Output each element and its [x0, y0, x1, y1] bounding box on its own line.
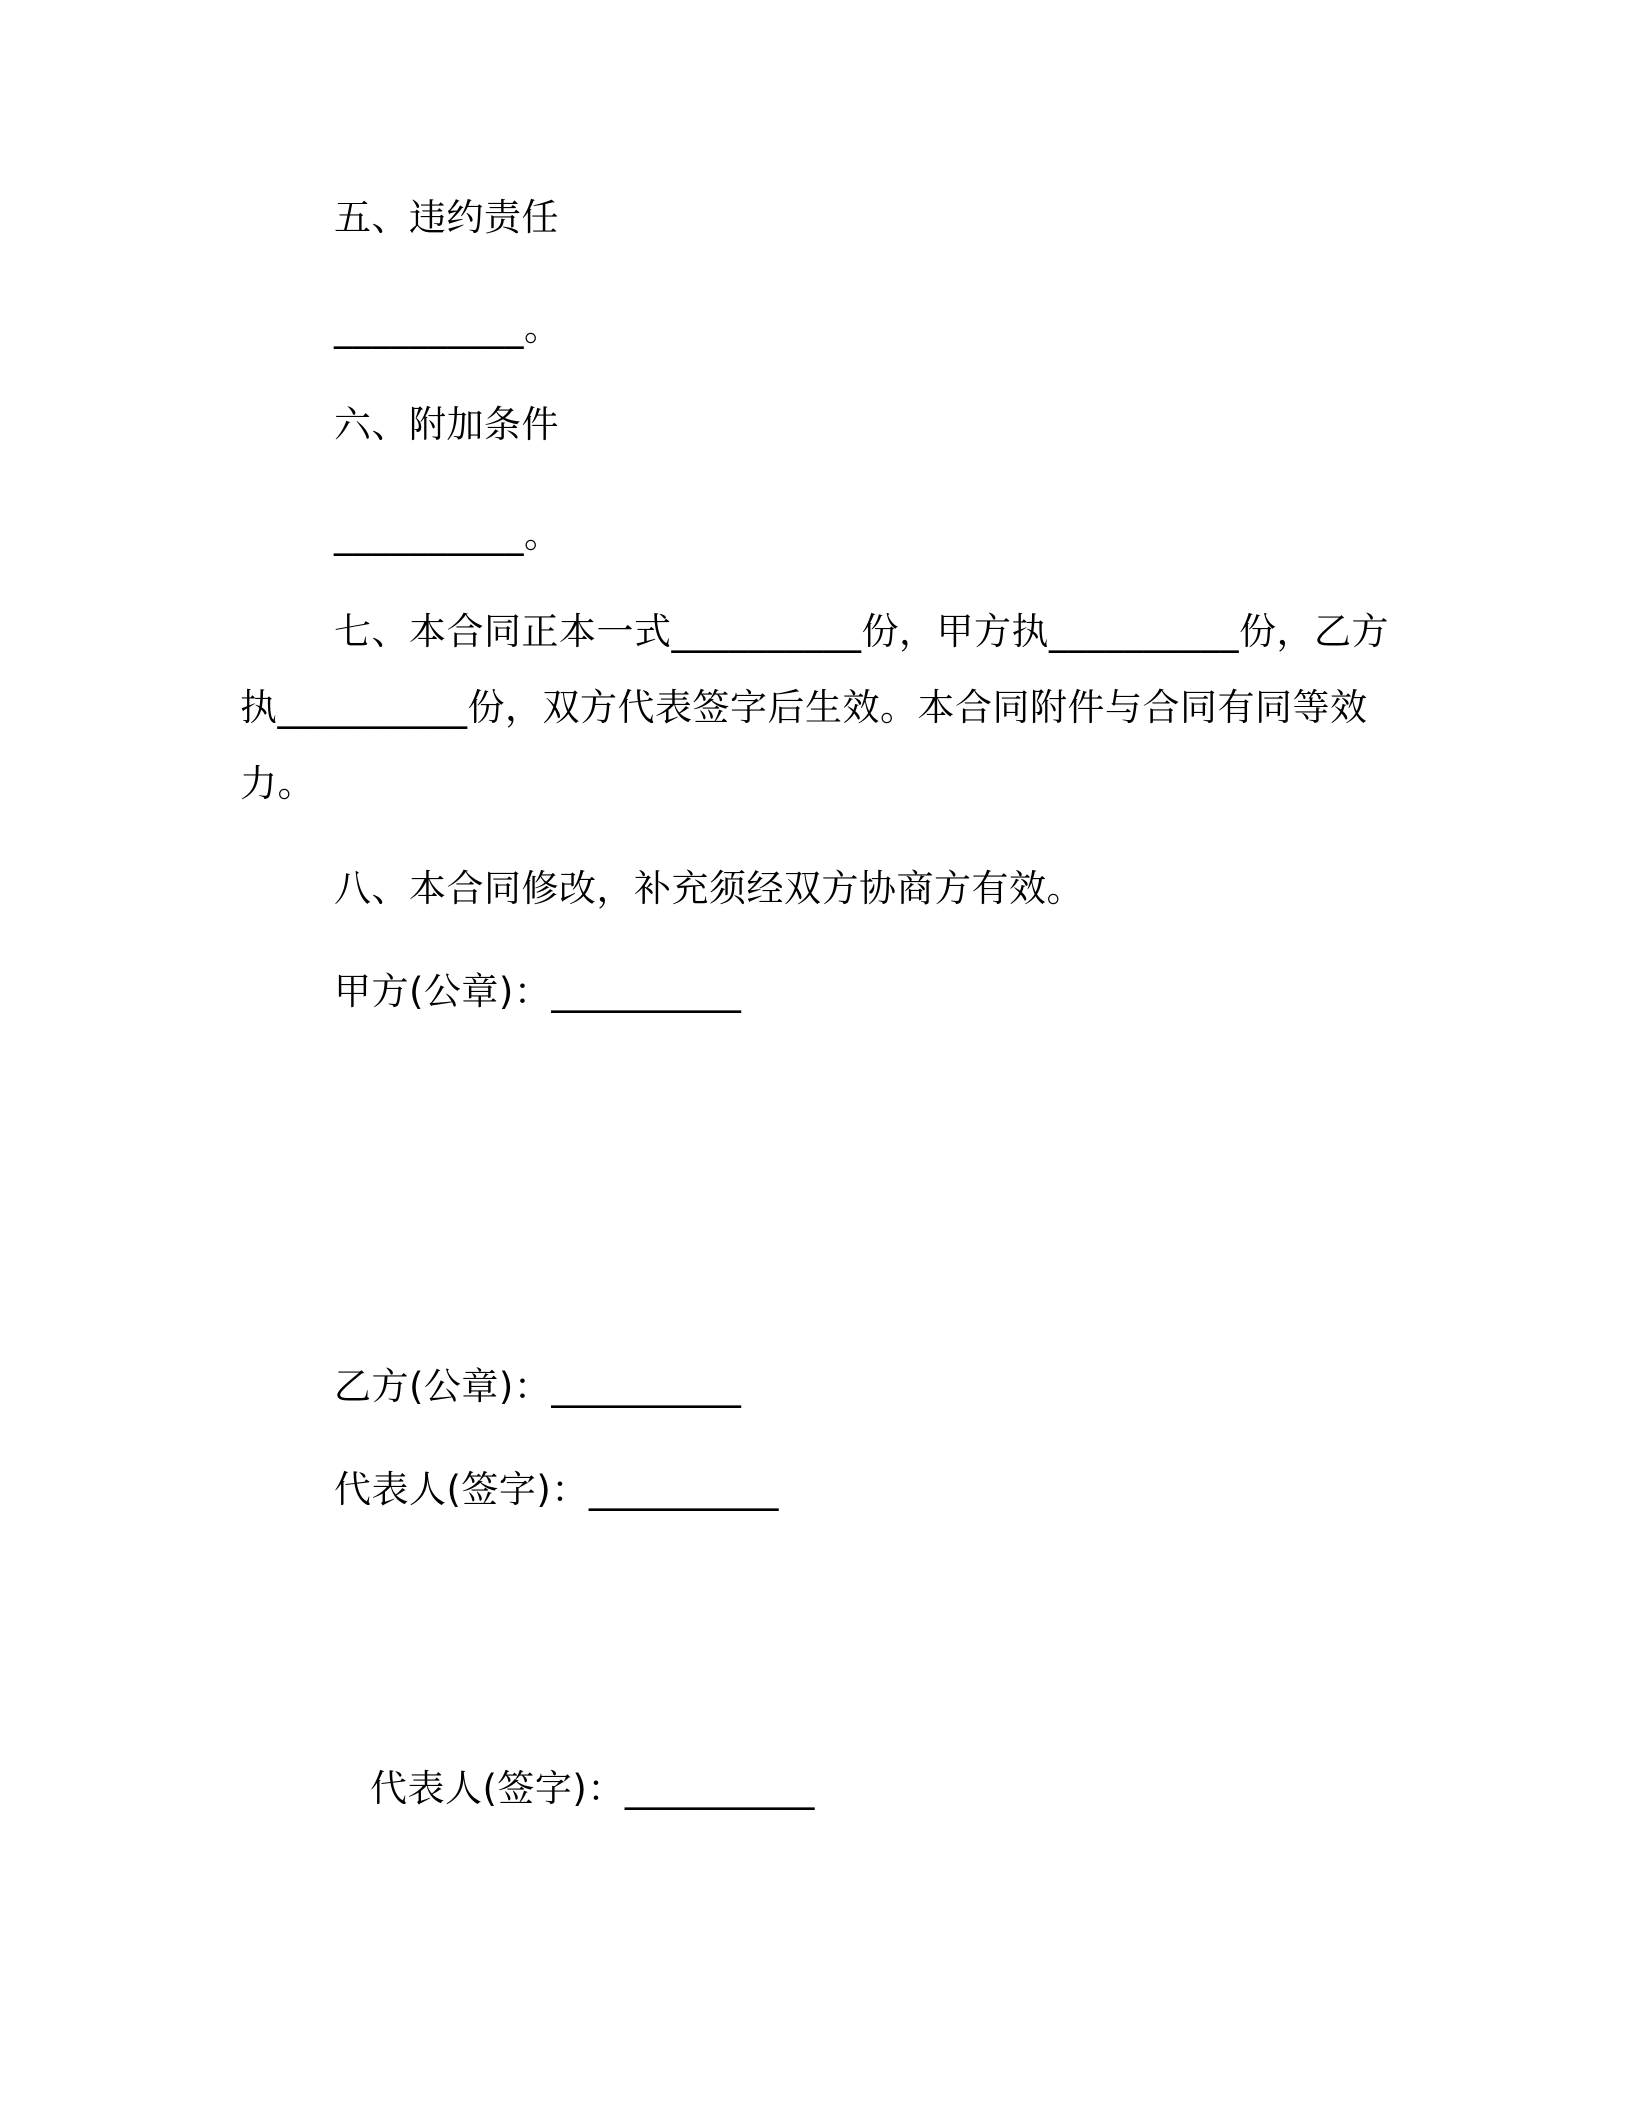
party-a-seal-field: 甲方(公章)：__________ [334, 970, 742, 1013]
section-five-heading: 五、违约责任 [334, 196, 559, 239]
section-eight: 八、本合同修改，补充须经双方协商方有效。 [334, 867, 1084, 910]
representative-signature-field-1: 代表人(签字)：__________ [334, 1468, 779, 1511]
section-seven-line-2: 执__________份，双方代表签字后生效。本合同附件与合同有同等效 [240, 686, 1368, 729]
section-six-heading: 六、附加条件 [334, 403, 559, 446]
section-five-content: __________。 [334, 306, 562, 349]
section-seven-line-3: 力。 [240, 762, 315, 805]
section-six-content: __________。 [334, 513, 562, 556]
section-seven-line-1: 七、本合同正本一式__________份，甲方执__________份，乙方 [334, 610, 1389, 653]
representative-signature-field-2: 代表人(签字)：__________ [370, 1767, 815, 1810]
party-b-seal-field: 乙方(公章)：__________ [334, 1365, 742, 1408]
